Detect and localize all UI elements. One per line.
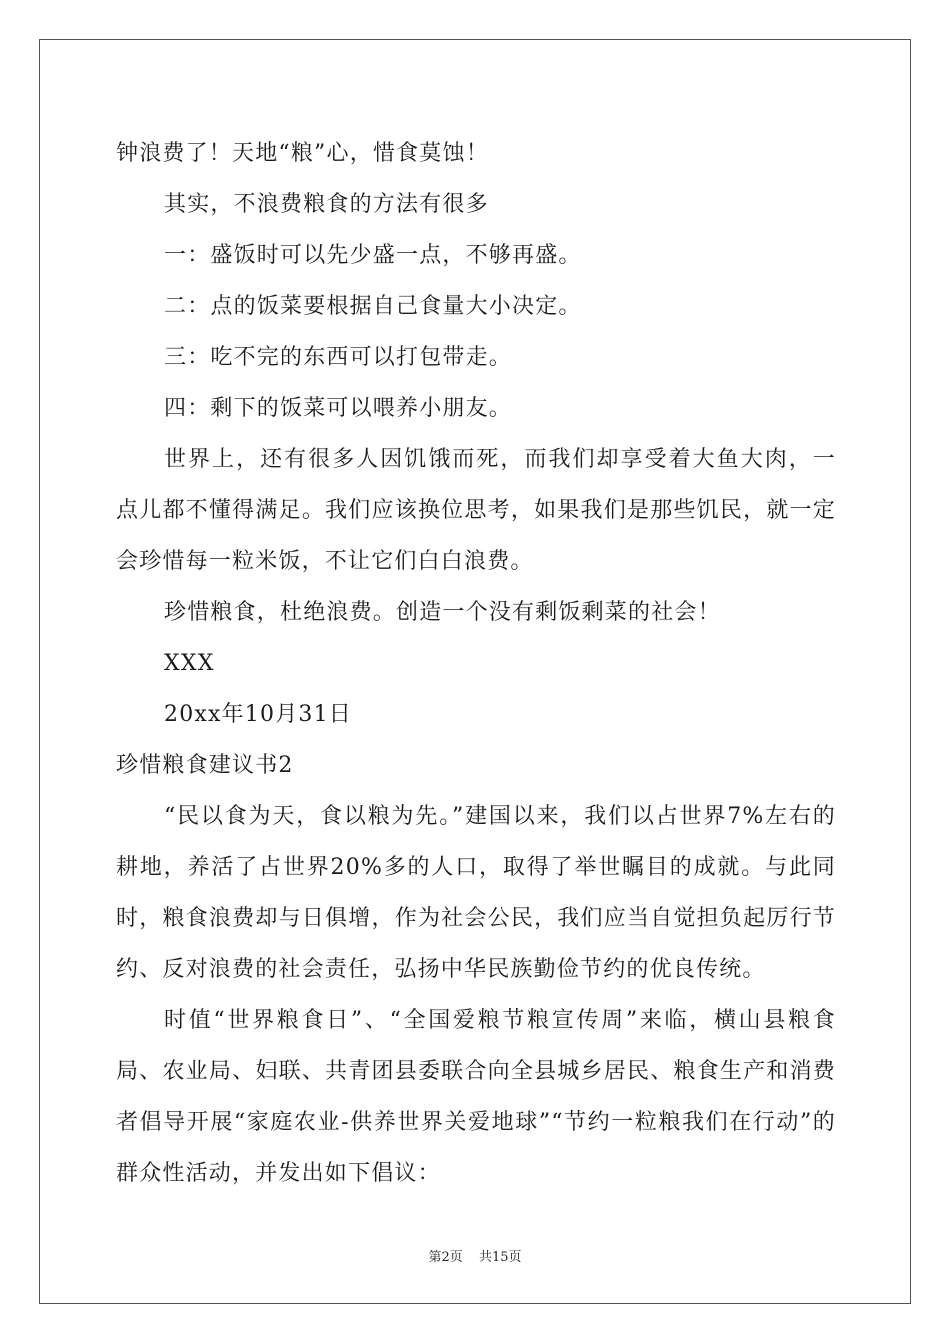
text-line-1: 钟浪费了！天地“粮”心，惜食莫蚀！ <box>116 141 489 166</box>
date: 20xx年10月31日 <box>164 702 352 727</box>
list-item-3: 三：吃不完的东西可以打包带走。 <box>164 345 513 370</box>
text-line-2: 其实，不浪费粮食的方法有很多 <box>164 192 489 217</box>
section-title: 珍惜粮食建议书2 <box>116 753 294 778</box>
paragraph-event: 时值“世界粮食日”、“全国爱粮节粮宣传周”来临，横山县粮食局、农业局、妇联、共青团县委联合向全县城乡居民、粮食生产和消费者倡导开展“家庭农业-供养世界关爱地球”“节约一粒粮我们在行动”的群众性活动，并发出如下倡议： <box>116 1008 836 1186</box>
page-total: 共15页 <box>478 1250 522 1265</box>
slogan: 珍惜粮食，杜绝浪费。创造一个没有剩饭剩菜的社会！ <box>164 600 721 625</box>
paragraph-quote: “民以食为天，食以粮为先。”建国以来，我们以占世界7%左右的耕地，养活了占世界20%多的人口，取得了举世瞩目的成就。与此同时，粮食浪费却与日俱增，作为社会公民，我们应当自觉担负起厉行节约、反对浪费的社会责任，弘扬中华民族勤俭节约的优良传统。 <box>116 804 836 982</box>
list-item-2: 二：点的饭菜要根据自己食量大小决定。 <box>164 294 582 319</box>
signature: XXX <box>164 651 215 676</box>
paragraph-world: 世界上，还有很多人因饥饿而死，而我们却享受着大鱼大肉，一点儿都不懂得满足。我们应该换位思考，如果我们是那些饥民，就一定会珍惜每一粒米饭，不让它们白白浪费。 <box>116 447 836 574</box>
list-item-4: 四：剩下的饭菜可以喂养小朋友。 <box>164 396 513 421</box>
list-item-1: 一：盛饭时可以先少盛一点，不够再盛。 <box>164 243 582 268</box>
document-body <box>116 128 836 1199</box>
page-number: 第2页 <box>428 1250 463 1265</box>
page-footer <box>0 1246 950 1265</box>
